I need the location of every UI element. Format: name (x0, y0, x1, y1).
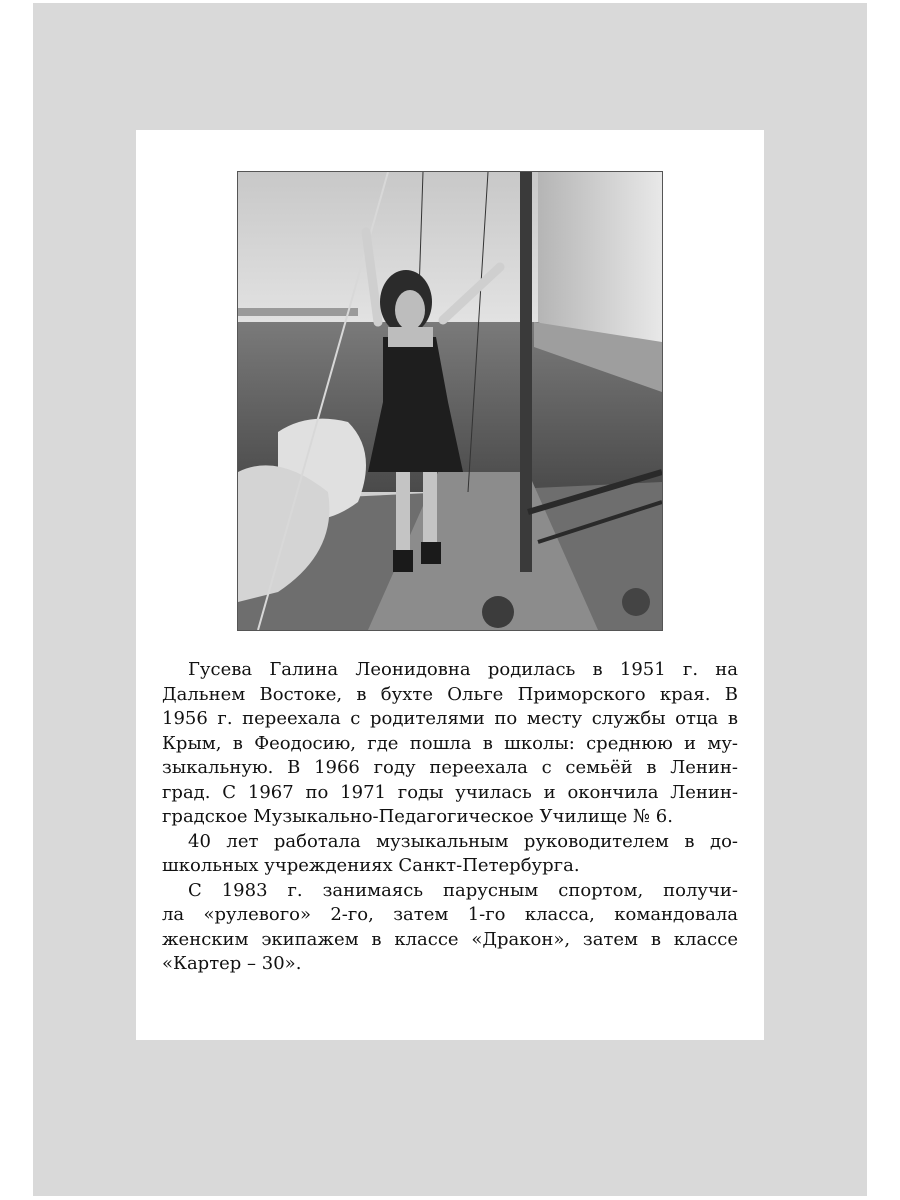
text-line: зыкальную. В 1966 году переехала с семьёй в Ленин- (162, 757, 738, 778)
text-line: школьных учреждениях Санкт-Петербурга. (162, 855, 580, 876)
paragraph-career (162, 830, 738, 879)
paragraph-birth (162, 658, 738, 830)
text-line: Дальнем Востоке, в бухте Ольге Приморского края. В (162, 683, 738, 705)
text-line: женским экипажем в классе «Дракон», затем в классе (162, 928, 738, 950)
text-line: Гусева Галина Леонидовна родилась в 1951 г. на (188, 659, 738, 680)
portrait-photo (237, 171, 663, 631)
text-line: 40 лет работала музыкальным руководителем в до- (188, 830, 738, 852)
text-line: градское Музыкально-Педагогическое Училище № 6. (162, 806, 673, 827)
text-line: «Картер – 30». (162, 953, 302, 974)
text-line: 1956 г. переехала с родителями по месту службы отца в (162, 708, 738, 729)
text-line: град. С 1967 по 1971 годы училась и окончила Ленин- (162, 781, 738, 803)
paragraph-sailing (162, 879, 738, 977)
text-line: Крым, в Феодосию, где пошла в школы: среднюю и му- (162, 732, 738, 754)
text-line: С 1983 г. занимаясь парусным спортом, получи- (188, 879, 738, 901)
book-page (136, 130, 764, 1040)
text-line: ла «рулевого» 2-го, затем 1-го класса, командовала (162, 904, 738, 925)
biography-text (162, 658, 738, 977)
